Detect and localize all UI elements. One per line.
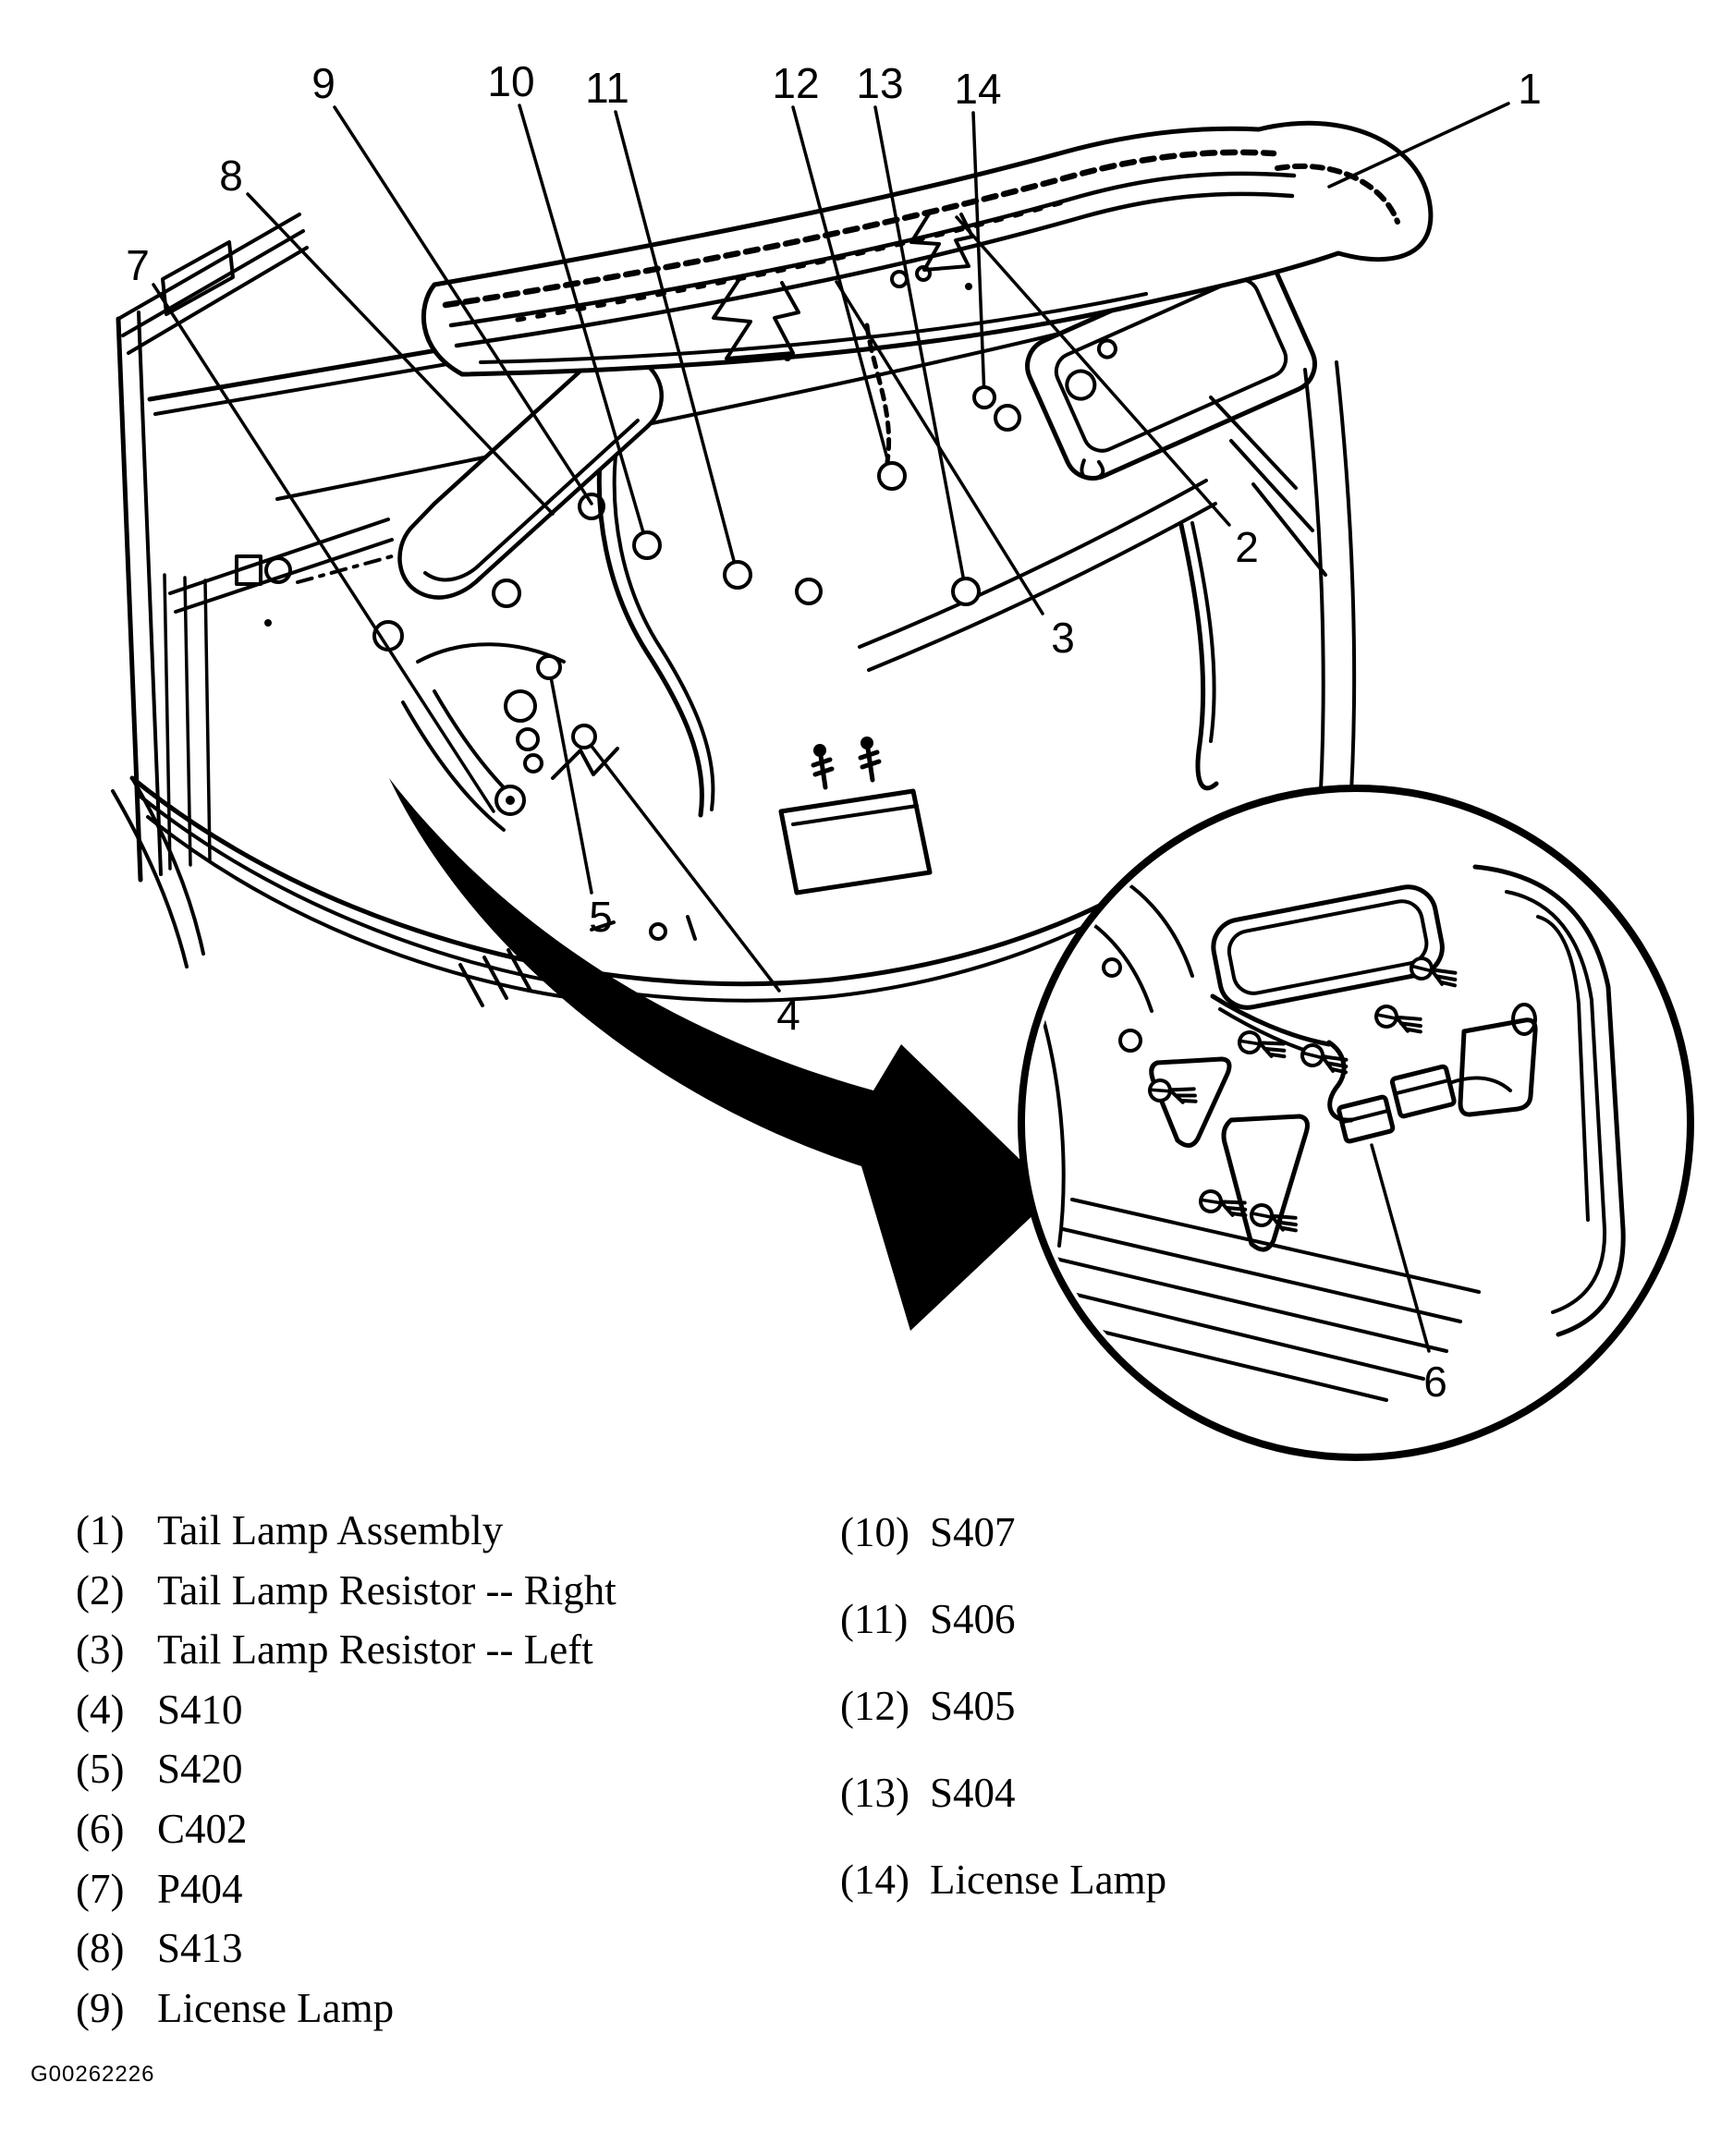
- callout-14-target-hole: [974, 387, 995, 408]
- callout-11-number: 11: [585, 64, 629, 112]
- legend-item-number: (2): [76, 1566, 125, 1614]
- callout-13-target-hole: [953, 579, 979, 604]
- lower-body-art: [113, 778, 1209, 1005]
- legend-item-label: S407: [930, 1509, 1016, 1555]
- legend-item-label: S405: [930, 1683, 1016, 1729]
- body-side-right-art: [1181, 362, 1354, 848]
- callout-4-leader: [584, 737, 779, 991]
- callout-10-number: 10: [487, 57, 535, 105]
- callout-2-number: 2: [1235, 523, 1259, 571]
- legend-item-label: S404: [930, 1770, 1016, 1816]
- detail-view-circle: [1021, 788, 1690, 1457]
- legend-item-number: (11): [840, 1596, 909, 1642]
- legend-item-label: P404: [157, 1865, 243, 1912]
- legend-item-number: (7): [76, 1865, 125, 1912]
- legend-item-label: S420: [157, 1746, 243, 1793]
- legend-item: [76, 1986, 394, 2032]
- legend-item: [76, 1807, 248, 1853]
- legend-item-number: (10): [840, 1509, 909, 1555]
- callout-6-number: 6: [1423, 1358, 1447, 1406]
- legend-item-label: C402: [157, 1806, 248, 1852]
- legend-item-label: License Lamp: [157, 1984, 395, 2031]
- callout-5-leader: [549, 667, 592, 893]
- legend-item-number: (13): [840, 1770, 909, 1816]
- legend-item-label: License Lamp: [930, 1857, 1167, 1903]
- legend-item-number: (6): [76, 1806, 125, 1852]
- callout-13-number: 13: [856, 59, 904, 107]
- callout-3-number: 3: [1051, 614, 1075, 662]
- legend-item: [76, 1747, 243, 1793]
- callout-4-number: 4: [776, 991, 800, 1039]
- legend-item: [840, 1597, 1016, 1643]
- legend-item: [76, 1926, 243, 1972]
- legend-item-number: (3): [76, 1626, 125, 1674]
- callout-7-number: 7: [126, 241, 150, 289]
- body-side-left-art: [118, 214, 392, 880]
- legend-item-number: (1): [76, 1507, 125, 1553]
- legend-item: [840, 1858, 1166, 1904]
- callout-5-target-hole: [538, 656, 560, 678]
- legend-item: [76, 1687, 243, 1734]
- callout-12-number: 12: [772, 59, 820, 107]
- legend-item-number: (9): [76, 1984, 125, 2031]
- legend-item: [840, 1510, 1016, 1556]
- callout-9-number: 9: [311, 59, 336, 107]
- callout-10-target-hole: [634, 532, 660, 558]
- legend-item-label: Tail Lamp Resistor -- Left: [157, 1626, 593, 1674]
- legend-item: [76, 1627, 593, 1674]
- callout-8-number: 8: [219, 152, 243, 200]
- legend-item-number: (4): [76, 1686, 125, 1733]
- legend-item-label: S406: [930, 1596, 1016, 1642]
- callout-5-number: 5: [589, 893, 613, 941]
- callout-11-target-hole: [725, 562, 751, 588]
- legend-item: [76, 1867, 243, 1913]
- legend-item-number: (5): [76, 1746, 125, 1793]
- callout-14-number: 14: [954, 65, 1002, 113]
- legend-item-number: (12): [840, 1683, 909, 1729]
- legend-item: [840, 1771, 1016, 1817]
- legend-item-label: Tail Lamp Assembly: [157, 1507, 504, 1553]
- legend-item-label: S410: [157, 1686, 243, 1733]
- legend-item-label: Tail Lamp Resistor -- Right: [157, 1566, 616, 1614]
- legend-item: [76, 1508, 503, 1554]
- legend-item-number: (8): [76, 1925, 125, 1972]
- callout-12-target-hole: [879, 463, 905, 489]
- legend-item: [840, 1684, 1016, 1730]
- figure-code: G00262226: [31, 2062, 155, 2087]
- legend-item-label: S413: [157, 1925, 243, 1972]
- legend-item: [76, 1568, 616, 1614]
- stud-bracket-art: [781, 737, 930, 893]
- callout-4-target-hole: [573, 725, 595, 748]
- callout-1-number: 1: [1518, 65, 1542, 113]
- legend-item-number: (14): [840, 1857, 909, 1903]
- zoom-detail-arrow: [389, 778, 1056, 1331]
